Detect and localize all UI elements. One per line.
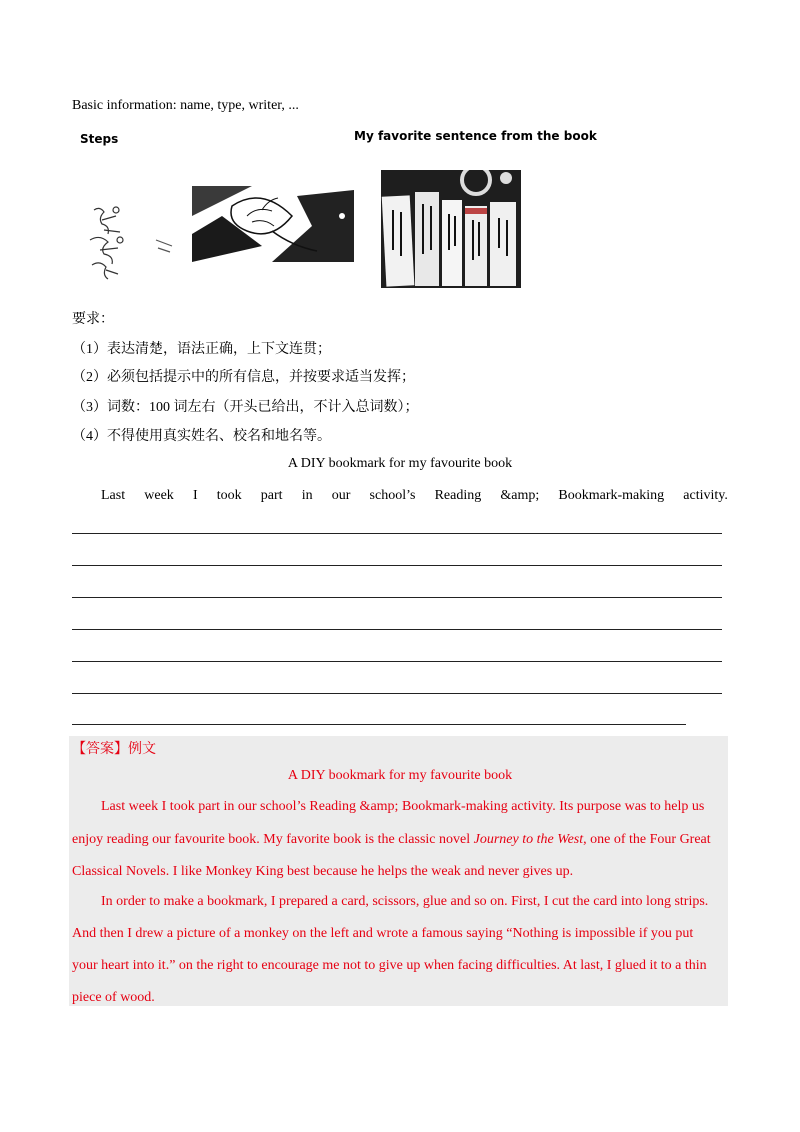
requirement-item-4: （4）不得使用真实姓名、校名和地名等。 [72, 429, 331, 444]
opening-word: Bookmark-making [558, 488, 665, 503]
answer-text-line [72, 830, 724, 850]
opening-word: our [331, 488, 351, 503]
favorite-sentence-label: My favorite sentence from the book [354, 129, 597, 143]
opening-word: week [144, 488, 174, 503]
opening-word: Last [101, 488, 126, 503]
ginkgo-leaf-image [192, 186, 354, 262]
answer-text-line: piece of wood. [72, 990, 155, 1005]
answer-text-segment: enjoy reading our favourite book. My favorite book is the classic novel [72, 832, 474, 847]
writing-line[interactable] [72, 533, 722, 534]
opening-word: &amp; [500, 488, 540, 503]
essay-opening-sentence [101, 486, 728, 506]
writing-line[interactable] [72, 597, 722, 598]
opening-word: activity. [683, 488, 728, 503]
opening-word: Reading [434, 488, 482, 503]
bookmarks-photo-image [381, 170, 521, 288]
writing-line[interactable] [72, 629, 722, 630]
answer-label: 【答案】例文 [72, 742, 156, 757]
essay-title: A DIY bookmark for my favourite book [287, 456, 513, 471]
steps-sketch-image [86, 170, 186, 288]
writing-line[interactable] [72, 724, 686, 725]
requirements-heading: 要求： [72, 312, 114, 327]
writing-line[interactable] [72, 661, 722, 662]
requirement-item-3: （3）词数：100 词左右（开头已给出，不计入总词数）； [72, 400, 419, 415]
opening-word: took [216, 488, 242, 503]
book-title: Journey to the West [473, 832, 584, 847]
answer-text-line: In order to make a bookmark, I prepared a card, scissors, glue and so on. First, I cut the card into long strips. [101, 894, 709, 909]
opening-word: I [192, 488, 198, 503]
basic-information-line: Basic information: name, type, writer, ... [72, 98, 299, 113]
requirement-item-1: （1）表达清楚，语法正确，上下文连贯； [72, 342, 331, 357]
writing-line[interactable] [72, 565, 722, 566]
opening-word: school’s [369, 488, 416, 503]
answer-text-line: Classical Novels. I like Monkey King best because he helps the weak and never gives up. [72, 864, 574, 879]
opening-word: part [260, 488, 283, 503]
requirement-item-2: （2）必须包括提示中的所有信息，并按要求适当发挥； [72, 370, 415, 385]
answer-title: A DIY bookmark for my favourite book [287, 768, 513, 783]
answer-text-segment: , one of the Four Great [583, 832, 711, 847]
steps-label: Steps [80, 132, 119, 146]
opening-word: in [301, 488, 313, 503]
writing-line[interactable] [72, 693, 722, 694]
answer-text-line: your heart into it.” on the right to encourage me not to give up when facing difficulties. At last, I glued it to a thin [72, 958, 707, 973]
answer-text-line: And then I drew a picture of a monkey on the left and wrote a famous saying “Nothing is impossible if you put [72, 926, 694, 941]
answer-text-line: Last week I took part in our school’s Reading &amp; Bookmark-making activity. Its purpose was to help us [101, 799, 705, 814]
